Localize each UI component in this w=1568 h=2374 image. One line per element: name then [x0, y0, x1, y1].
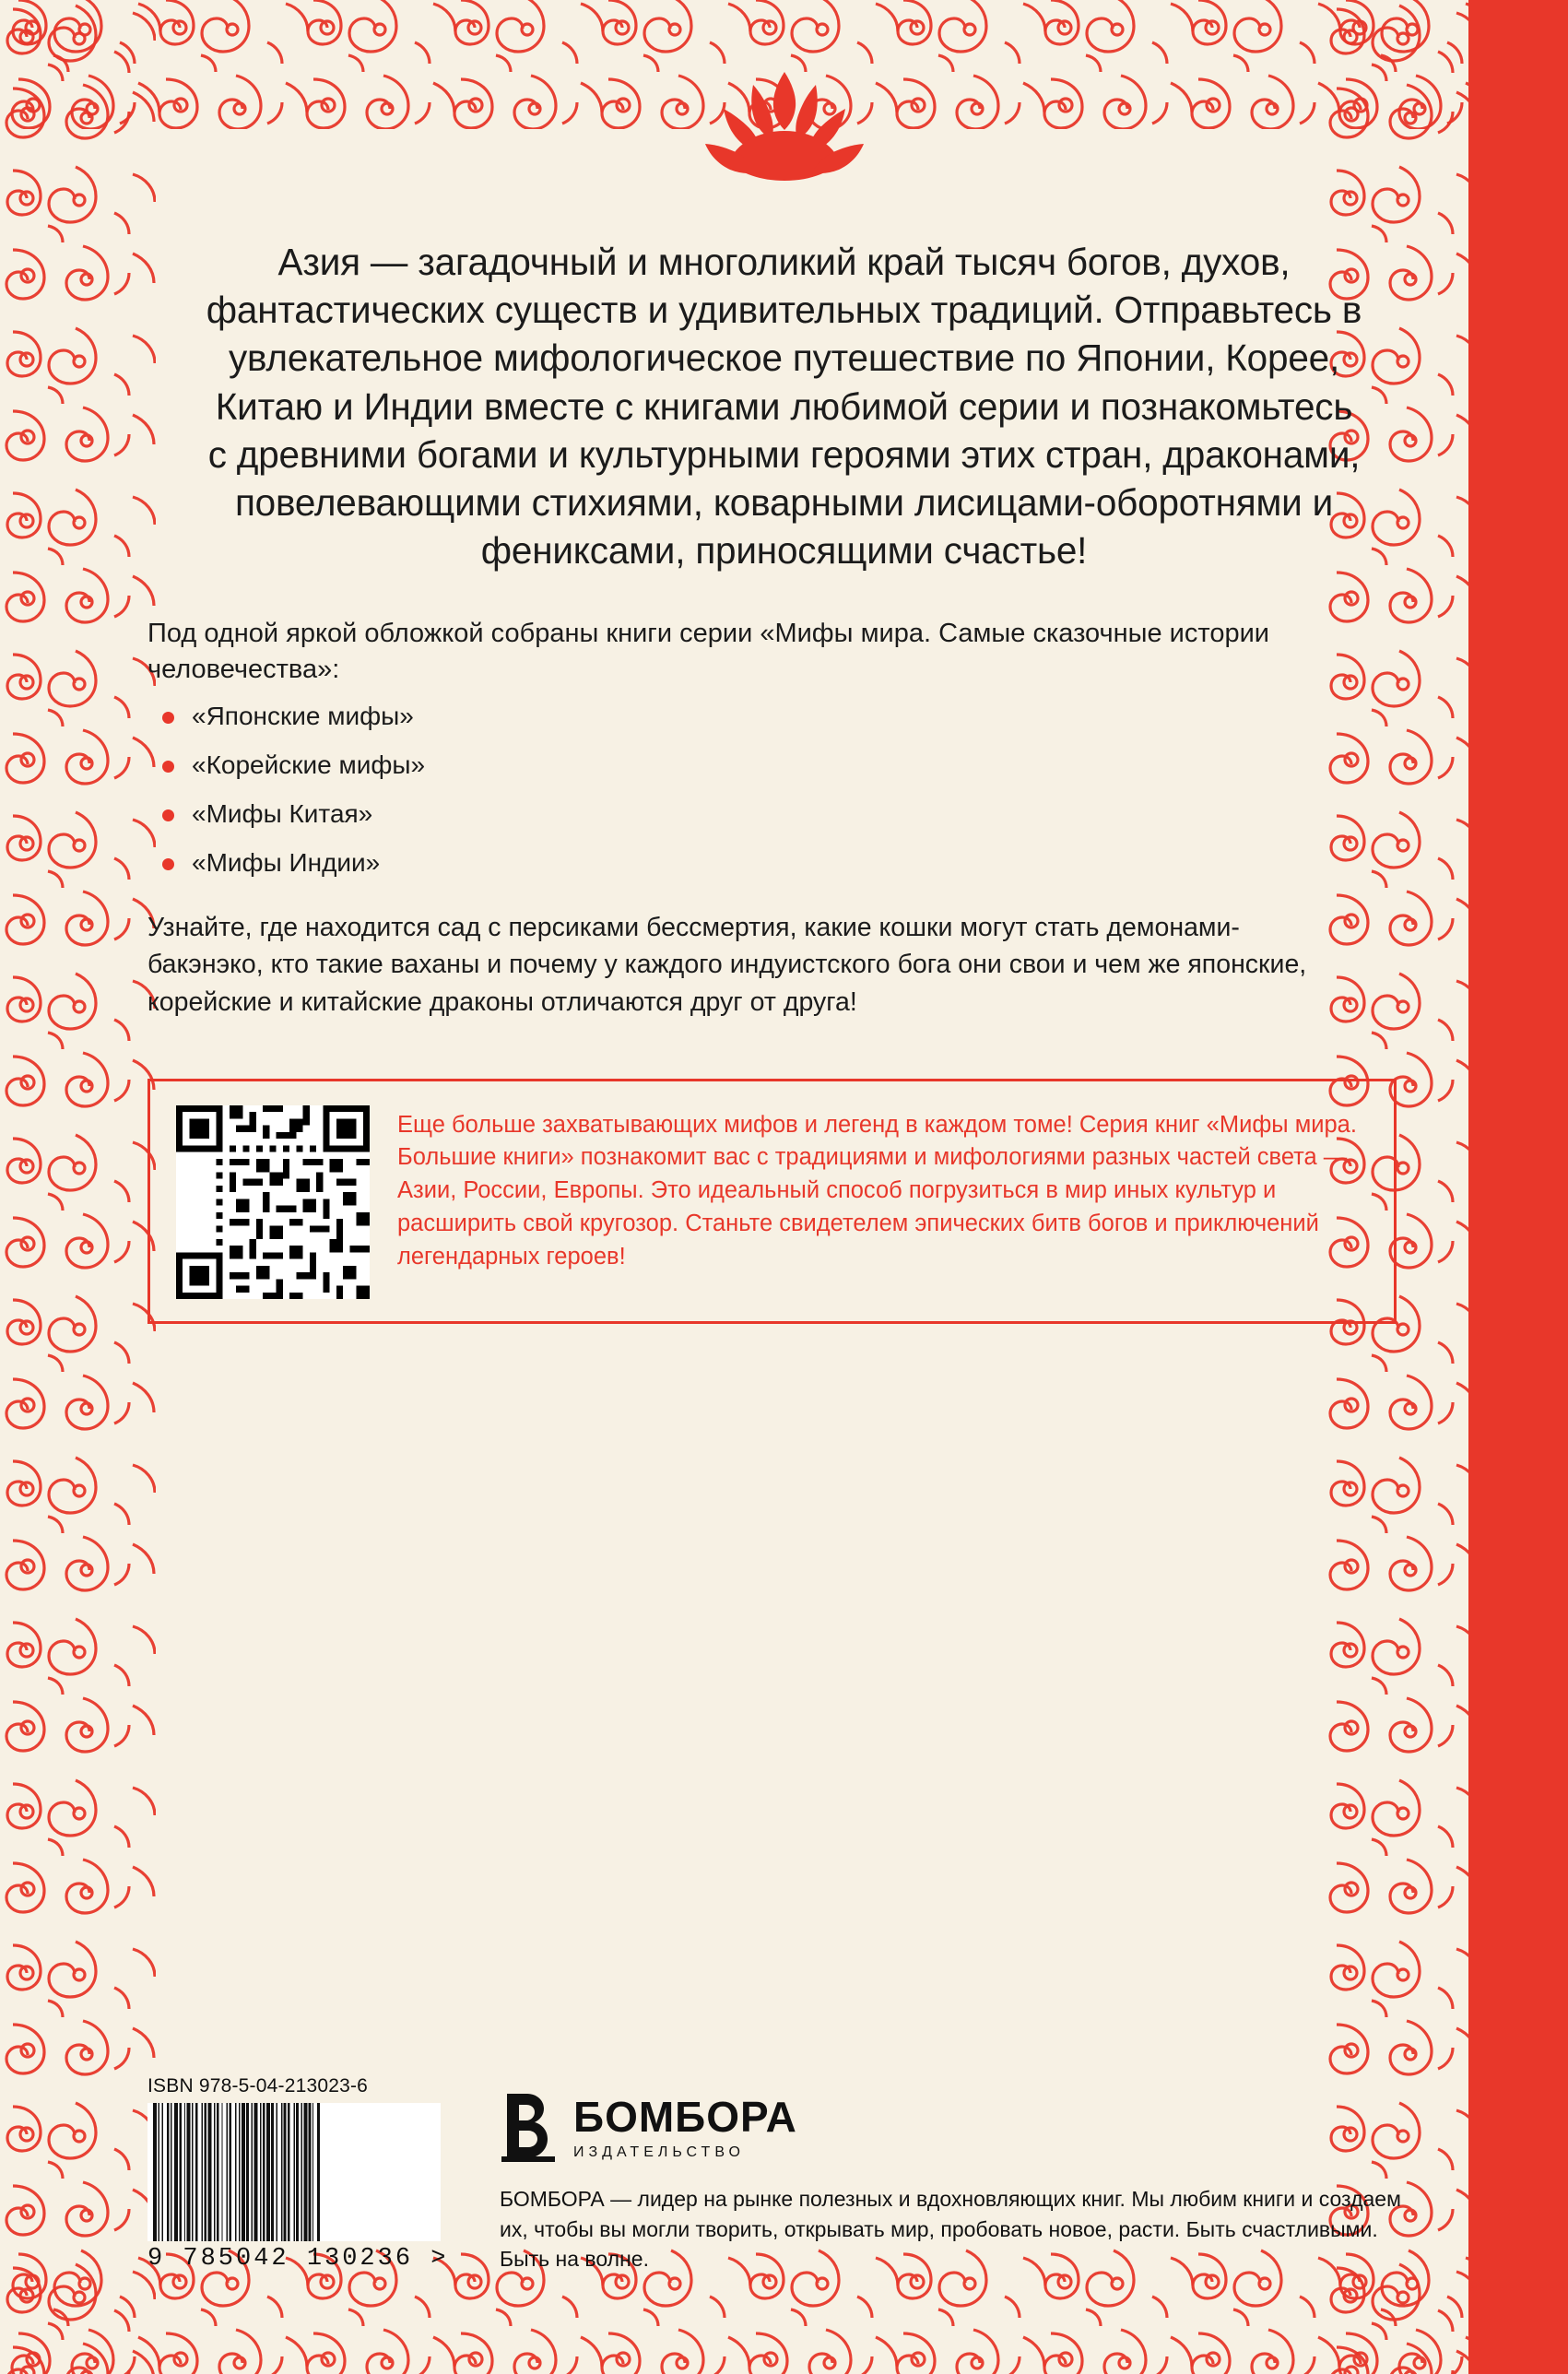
- promo-text: Еще больше захватывающих мифов и легенд в каждом томе! Серия книг «Мифы мира. Большие книги» познакомит вас с традициями и мифологиями разных частей света — Азии, России, Европы. Это идеальный способ погрузиться в мир иных культур и расширить свой кругозор. Станьте свидетелем эпических битв богов и приключений легендарных героев!: [397, 1111, 1357, 1270]
- ornament-column-left: [0, 0, 156, 2374]
- promo-box: [147, 1079, 1397, 1324]
- publisher-description: БОМБОРА — лидер на рынке полезных и вдохновляющих книг. Мы любим книги и создаем их, чтобы вы могли творить, открывать мир, пробовать новое, расти. Быть счастливыми. Быть на волне.: [500, 2187, 1401, 2272]
- publisher-name: БОМБОРА: [573, 2092, 797, 2141]
- publisher-subtitle: ИЗДАТЕЛЬСТВО: [573, 2144, 745, 2160]
- body-paragraph: Узнайте, где находится сад с персиками бессмертия, какие кошки могут стать демонами-бакэнэко, кто такие ваханы и почему у каждого индуистского бога они свои и чем же японские, корейские и китайские драконы отличаются друг от друга!: [147, 912, 1307, 1018]
- lead-paragraph: Азия — загадочный и многоликий край тысяч богов, духов, фантастических существ и удивительных традиций. Отправьтесь в увлекательное мифологическое путешествие по Японии, Корее, Китаю и Индии вместе с книгами любимой серии и познакомьтесь с древними богами и культурными героями этих стран, драконами, повелевающими стихиями, коварными лисицами-оборотнями и фениксами, приносящими счастье!: [206, 241, 1362, 573]
- lotus-icon: [692, 65, 877, 194]
- book-list: [155, 703, 1421, 876]
- cover-content: [147, 0, 1421, 1324]
- qr-code-icon[interactable]: [176, 1105, 370, 1299]
- isbn-block: [147, 2075, 452, 2273]
- barcode-icon: [147, 2103, 441, 2241]
- list-item: «Корейские мифы»: [155, 752, 1421, 778]
- cover-footer: [147, 2075, 1421, 2274]
- publisher-logo-icon: [500, 2092, 557, 2164]
- isbn-label: ISBN 978-5-04-213023-6: [147, 2075, 369, 2097]
- series-intro: Под одной яркой обложкой собраны книги серии «Мифы мира. Самые сказочные истории человечества»:: [147, 618, 1269, 685]
- publisher-header: [500, 2092, 1403, 2164]
- list-item: «Японские мифы»: [155, 703, 1421, 729]
- barcode-digits: 9 785042 130236 >: [147, 2245, 449, 2274]
- publisher-block: [500, 2075, 1403, 2274]
- spine-stripe: [1468, 0, 1568, 2374]
- list-item: «Мифы Индии»: [155, 850, 1421, 876]
- list-item: «Мифы Китая»: [155, 801, 1421, 827]
